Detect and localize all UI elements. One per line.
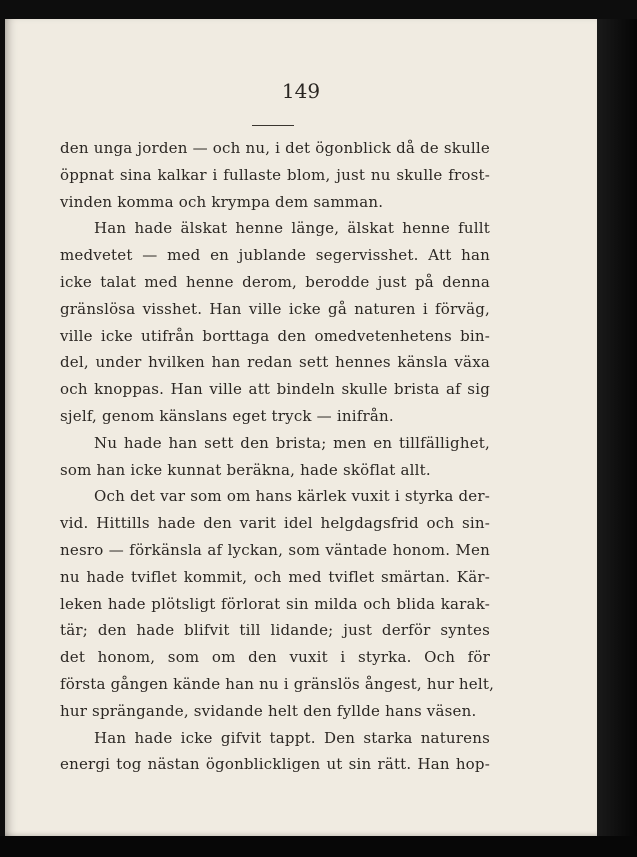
text-line: tär; den hade blifvit till lidande; just derför syntes [60, 621, 490, 640]
text-line: första gången kände han nu i gränslös ångest, hur helt, [60, 674, 495, 693]
scan-border-bottom [0, 836, 637, 857]
text-line: öppnat sina kalkar i fullaste blom, just nu skulle frost- [60, 165, 490, 184]
paper-page [5, 19, 597, 836]
scan-border-right [597, 19, 637, 857]
text-line: vinden komma och krympa dem samman. [60, 192, 384, 211]
text-line: ville icke utifrån borttaga den omedvetenhetens bin- [60, 326, 490, 345]
text-line: det honom, som om den vuxit i styrka. Och för [60, 648, 490, 667]
text-line: Nu hade han sett den brista; men en tillfällighet, [94, 433, 490, 452]
page-number-underline [252, 125, 294, 126]
text-line: del, under hvilken han redan sett hennes känsla växa [60, 353, 490, 372]
text-line: gränslösa visshet. Han ville icke gå naturen i förväg, [60, 299, 490, 318]
page-number: 149 [281, 79, 321, 103]
text-line: Och det var som om hans kärlek vuxit i styrka der- [94, 487, 490, 506]
text-line: som han icke kunnat beräkna, hade sköflat allt. [60, 460, 431, 479]
body-text [60, 135, 495, 778]
text-line: medvetet — med en jublande segervisshet. Att han [60, 246, 490, 265]
text-line: vid. Hittills hade den varit idel helgdagsfrid och sin- [60, 514, 490, 533]
text-line: och knoppas. Han ville att bindeln skulle brista af sig [60, 380, 490, 399]
text-line: nesro — förkänsla af lyckan, som väntade honom. Men [60, 540, 490, 559]
text-line: Han hade älskat henne länge, älskat henne fullt [94, 219, 490, 238]
text-line: icke talat med henne derom, berodde just på denna [60, 272, 490, 291]
text-line: den unga jorden — och nu, i det ögonblick då de skulle [60, 139, 490, 157]
text-line: hur sprängande, svidande helt den fyllde hans väsen. [60, 701, 477, 720]
text-line: leken hade plötsligt förlorat sin milda och blida karak- [60, 594, 490, 613]
text-line: energi tog nästan ögonblickligen ut sin rätt. Han hop- [60, 755, 490, 774]
text-line: sjelf, genom känslans eget tryck — inifrån. [60, 406, 394, 425]
text-line: nu hade tviflet kommit, och med tviflet smärtan. Kär- [60, 567, 490, 586]
text-line: Han hade icke gifvit tappt. Den starka naturens [94, 728, 490, 747]
